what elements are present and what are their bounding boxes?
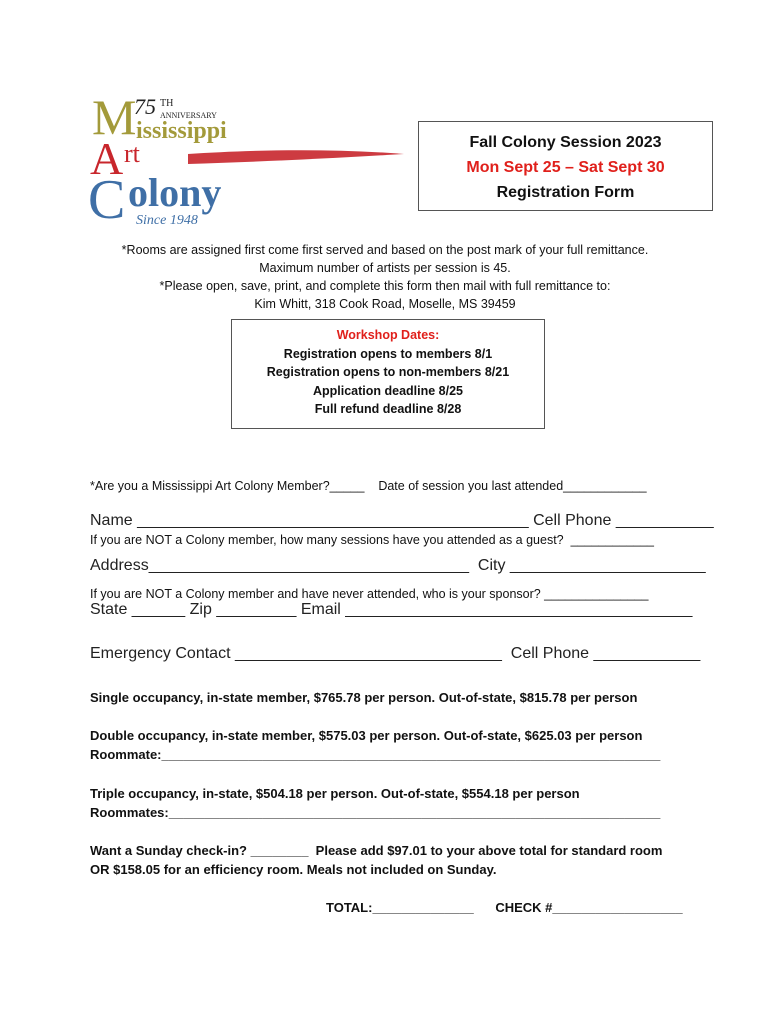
triple-occupancy-option[interactable]: Triple occupancy, in-state, $504.18 per person. Out-of-state, $554.18 per person (90, 786, 580, 801)
workshop-item: Full refund deadline 8/28 (314, 402, 462, 416)
session-dates: Mon Sept 25 – Sat Sept 30 (466, 159, 665, 176)
sunday-checkin-note: OR $158.05 for an efficiency room. Meals not included on Sunday. (90, 862, 497, 877)
workshop-item: Registration opens to non-members 8/21 (266, 365, 510, 379)
logo-75: 75 (134, 94, 156, 119)
sponsor-question[interactable]: If you are NOT a Colony member and have never attended, who is your sponsor? _______________ (90, 587, 649, 601)
workshop-item: Registration opens to members 8/1 (283, 346, 493, 361)
note-line: Maximum number of artists per session is 45. (259, 261, 511, 275)
form-title: Registration Form (496, 184, 635, 201)
total-check-field[interactable]: TOTAL:______________ CHECK #__________________ (326, 900, 683, 915)
note-line: *Please open, save, print, and complete this form then mail with full remittance to: (159, 279, 611, 293)
single-occupancy-option[interactable]: Single occupancy, in-state member, $765.78 per person. Out-of-state, $815.78 per person (90, 690, 638, 705)
address-city-field[interactable]: Address____________________________________ City ______________________ (90, 557, 706, 574)
logo-anniversary: ANNIVERSARY (160, 111, 217, 120)
workshop-dates-box (231, 319, 545, 429)
logo-m-letter: M (92, 92, 137, 145)
logo-th: TH (160, 98, 174, 109)
state-zip-email-field[interactable]: State ______ Zip _________ Email _______________________________________ (90, 601, 693, 618)
session-box (418, 121, 713, 211)
name-phone-field[interactable]: Name ____________________________________________ Cell Phone ___________ (90, 512, 714, 529)
triple-roommates-field[interactable]: Roommates:____________________________________________________________________ (90, 805, 661, 820)
double-roommate-field[interactable]: Roommate:_____________________________________________________________________ (90, 747, 661, 762)
sunday-checkin-field[interactable]: Want a Sunday check-in? ________ Please add $97.01 to your above total for standard room (90, 843, 663, 858)
logo-a-letter: A (90, 133, 124, 184)
note-line: *Rooms are assigned first come first served and based on the post mark of your full remittance. (121, 243, 649, 257)
logo-since: Since 1948 (136, 213, 198, 227)
logo-line2: rt (124, 139, 140, 168)
emergency-contact-field[interactable]: Emergency Contact ______________________________ Cell Phone ____________ (90, 645, 701, 662)
logo-line3: olony (128, 170, 222, 215)
session-title: Fall Colony Session 2023 (469, 134, 662, 151)
mailing-address: Kim Whitt, 318 Cook Road, Moselle, MS 39459 (254, 297, 516, 311)
logo-c-letter: C (88, 169, 126, 227)
brush-stroke-icon (188, 150, 404, 164)
member-question[interactable]: *Are you a Mississippi Art Colony Member?_____ Date of session you last attended____________ (90, 479, 647, 493)
double-occupancy-option[interactable]: Double occupancy, in-state member, $575.03 per person. Out-of-state, $625.03 per person (90, 728, 643, 743)
guest-sessions-question[interactable]: If you are NOT a Colony member, how many sessions have you attended as a guest? ____________ (90, 533, 655, 547)
registration-notes (60, 241, 710, 313)
logo-line1: ississippi (136, 118, 227, 144)
mississippi-art-colony-logo (88, 92, 408, 227)
workshop-heading: Workshop Dates: (336, 328, 440, 342)
workshop-item: Application deadline 8/25 (312, 383, 464, 398)
membership-questions (90, 441, 714, 621)
